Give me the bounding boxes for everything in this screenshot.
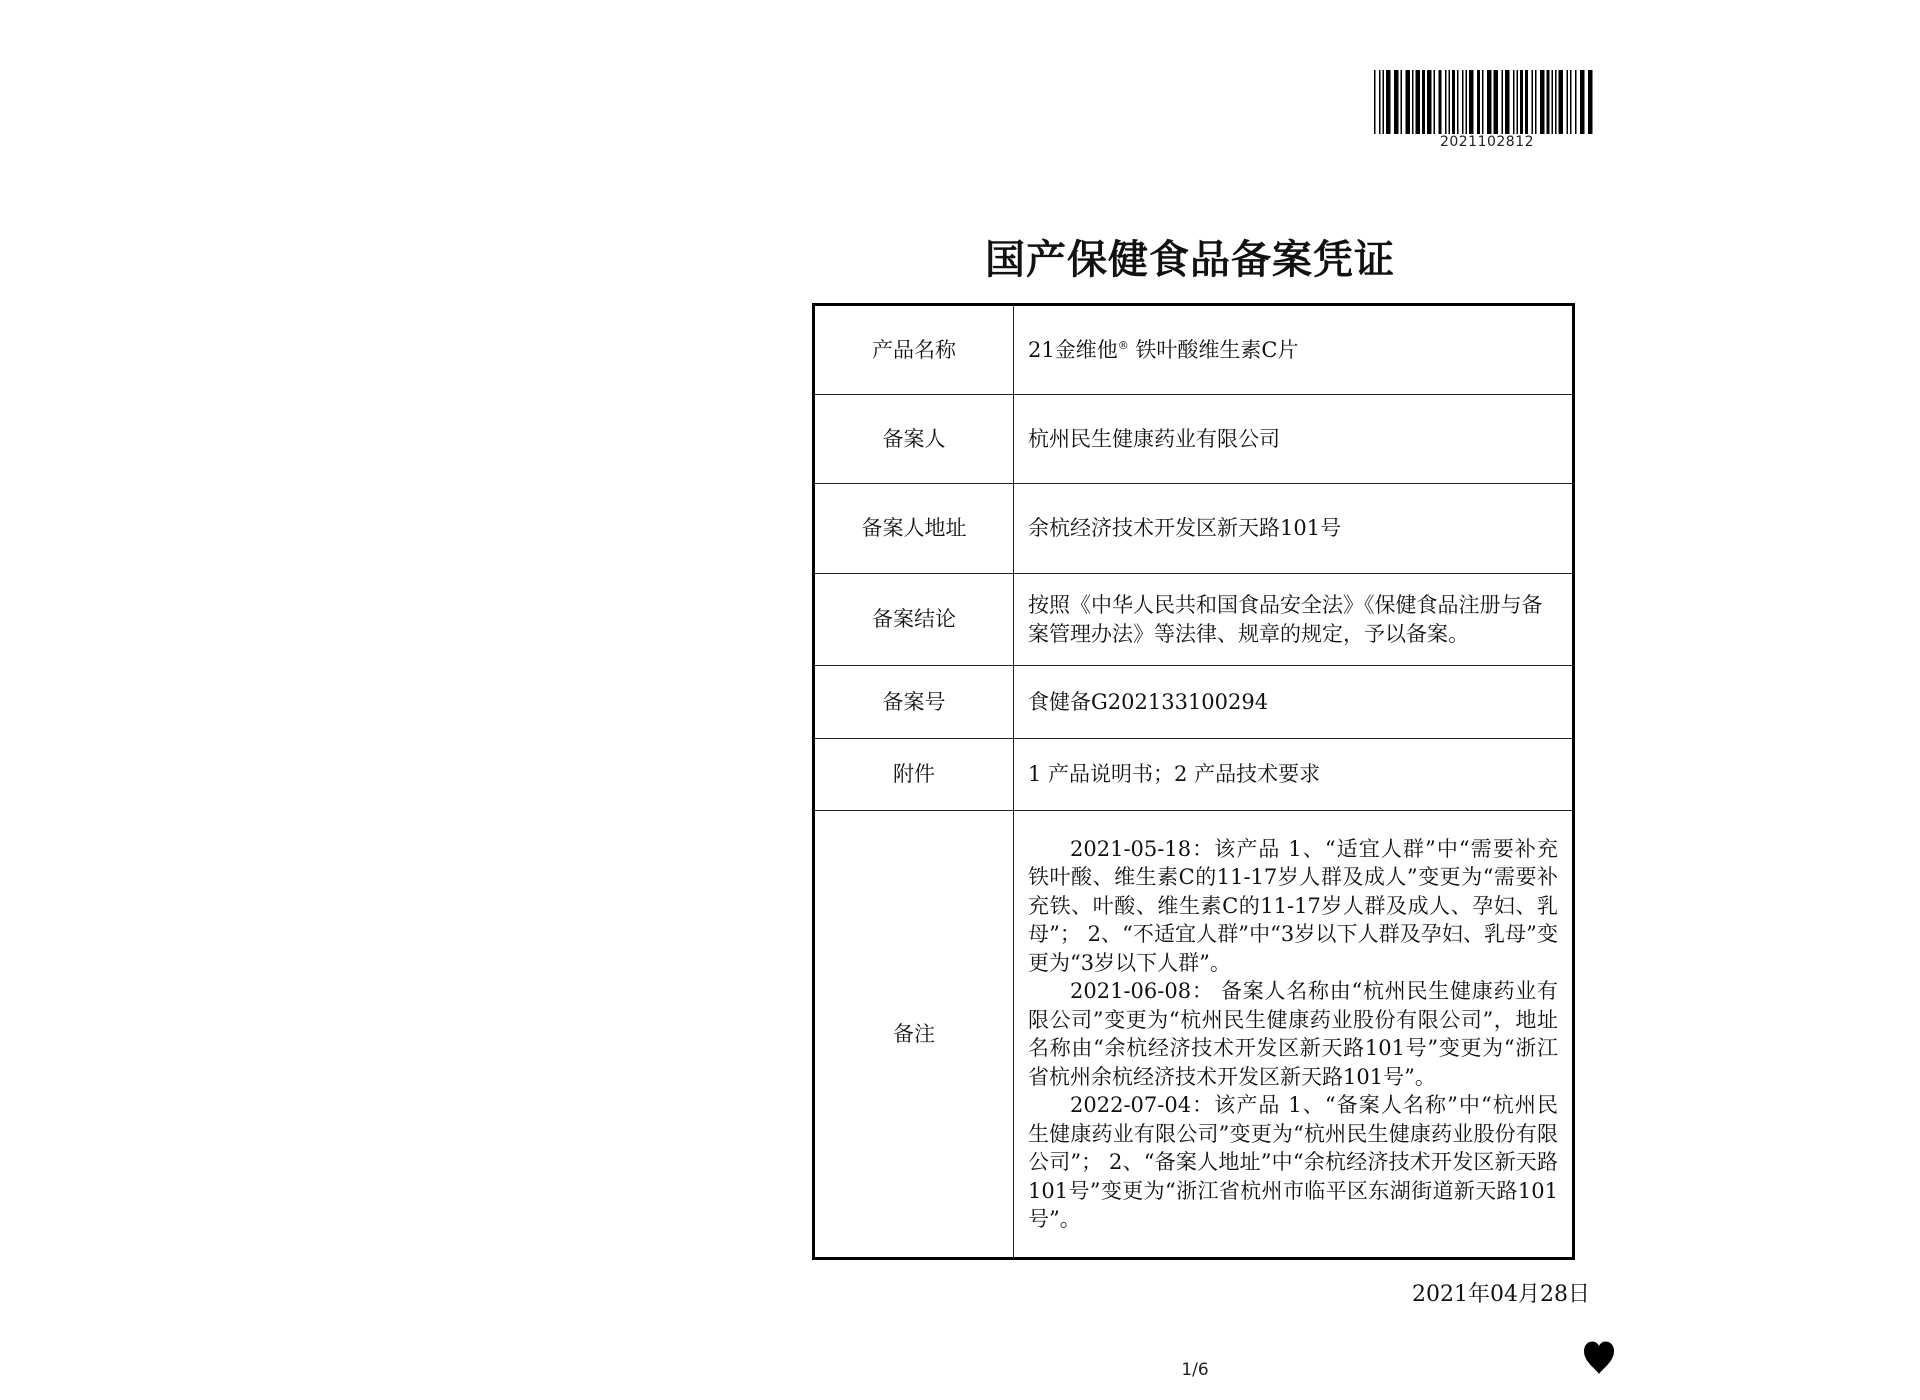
barcode-bar — [1462, 70, 1464, 136]
label-conclusion: 备案结论 — [814, 574, 1014, 666]
barcode-bar — [1559, 70, 1564, 136]
product-name-rest: 铁叶酸维生素C片 — [1128, 337, 1299, 362]
page-indicator: 1/6 — [1181, 1360, 1209, 1380]
barcode-bar — [1482, 70, 1484, 136]
barcode-bar — [1374, 70, 1376, 136]
barcode-bar — [1386, 70, 1391, 136]
favorite-button[interactable] — [1582, 1340, 1616, 1376]
table-row — [814, 666, 1574, 739]
barcode-bar — [1439, 70, 1442, 136]
barcode-bar — [1502, 70, 1504, 136]
barcode-bar — [1513, 70, 1515, 136]
barcode-bar — [1555, 70, 1557, 136]
barcode-bar — [1449, 70, 1451, 136]
barcode-bar — [1517, 70, 1519, 136]
document-title: 国产保健食品备案凭证 — [985, 237, 1395, 283]
remark-note: 2021-05-18：该产品 1、“适宜人群”中“需要补充铁叶酸、维生素C的11-17岁人群及成人”变更为“需要补充铁、叶酸、维生素C的11-17岁人群及成人、孕妇、乳母”； 2、“不适宜人群”中“3岁以下人群及孕妇、乳母”变更为“3岁以下人群”。 — [1028, 836, 1558, 975]
label-filer-address: 备案人地址 — [814, 484, 1014, 574]
barcode-bar — [1445, 70, 1447, 136]
value-conclusion: 按照《中华人民共和国食品安全法》《保健食品注册与备案管理办法》等法律、规章的规定，予以备案。 — [1014, 574, 1574, 666]
barcode-bar — [1452, 70, 1455, 136]
barcode-bar — [1477, 70, 1480, 136]
label-remarks: 备注 — [814, 811, 1014, 1259]
table-row — [814, 484, 1574, 574]
barcode-bar — [1383, 70, 1385, 136]
barcode-bar — [1505, 70, 1510, 136]
value-product-name — [1014, 305, 1574, 395]
barcode-bar — [1434, 70, 1436, 136]
label-filer: 备案人 — [814, 395, 1014, 484]
record-table — [812, 303, 1575, 1260]
table-row — [814, 811, 1574, 1259]
barcode-bar — [1552, 70, 1554, 136]
table-row — [814, 305, 1574, 395]
label-product-name: 产品名称 — [814, 305, 1014, 395]
table-row — [814, 395, 1574, 484]
barcode-number: 2021102812 — [1374, 134, 1600, 150]
heart-icon — [1582, 1340, 1616, 1376]
barcode-bar — [1394, 70, 1399, 136]
barcode-bar — [1525, 70, 1528, 136]
barcode-bar — [1567, 70, 1569, 136]
value-remarks — [1014, 811, 1574, 1259]
barcode-bar — [1412, 70, 1414, 136]
barcode-bar — [1570, 70, 1572, 136]
barcode-bar — [1406, 70, 1411, 136]
barcode-bar — [1575, 70, 1577, 136]
barcode-bar — [1466, 70, 1468, 136]
barcode-bar — [1540, 70, 1545, 136]
barcode-bar — [1532, 70, 1534, 136]
value-filer-address: 余杭经济技术开发区新天路101号 — [1014, 484, 1574, 574]
table-row — [814, 739, 1574, 811]
barcode-bar — [1379, 70, 1381, 136]
barcode-bar — [1416, 70, 1421, 136]
barcode-bar — [1494, 70, 1499, 136]
barcode-bar — [1520, 70, 1523, 136]
label-record-number: 备案号 — [814, 666, 1014, 739]
barcode — [1374, 70, 1600, 152]
table-row — [814, 574, 1574, 666]
barcode-bar — [1457, 70, 1459, 136]
remark-note: 2022-07-04：该产品 1、“备案人名称”中“杭州民生健康药业有限公司”变更为“杭州民生健康药业股份有限公司”； 2、“备案人地址”中“余杭经济技术开发区新天路101号”变更为“浙江省杭州市临平区东湖街道新天路101号”。 — [1028, 1093, 1558, 1231]
barcode-bar — [1588, 70, 1593, 136]
barcode-bar — [1547, 70, 1550, 136]
value-attachments: 1 产品说明书；2 产品技术要求 — [1014, 739, 1574, 811]
product-name-main: 21金维他 — [1028, 337, 1118, 362]
barcode-bar — [1487, 70, 1492, 136]
registered-mark: ® — [1117, 338, 1129, 352]
value-filer: 杭州民生健康药业有限公司 — [1014, 395, 1574, 484]
barcode-bar — [1427, 70, 1432, 136]
barcode-bar — [1469, 70, 1474, 136]
barcode-bar — [1422, 70, 1425, 136]
remark-note: 2021-06-08： 备案人名称由“杭州民生健康药业有限公司”变更为“杭州民生健康药业股份有限公司”，地址名称由“余杭经济技术开发区新天路101号”变更为“浙江省杭州余杭经济技术开发区新天路101号”。 — [1028, 979, 1558, 1089]
barcode-bar — [1580, 70, 1585, 136]
value-record-number: 食健备G202133100294 — [1014, 666, 1574, 739]
label-attachments: 附件 — [814, 739, 1014, 811]
issue-date: 2021年04月28日 — [1412, 1282, 1590, 1307]
barcode-bar — [1535, 70, 1537, 136]
barcode-bars — [1374, 70, 1600, 136]
barcode-bar — [1401, 70, 1403, 136]
